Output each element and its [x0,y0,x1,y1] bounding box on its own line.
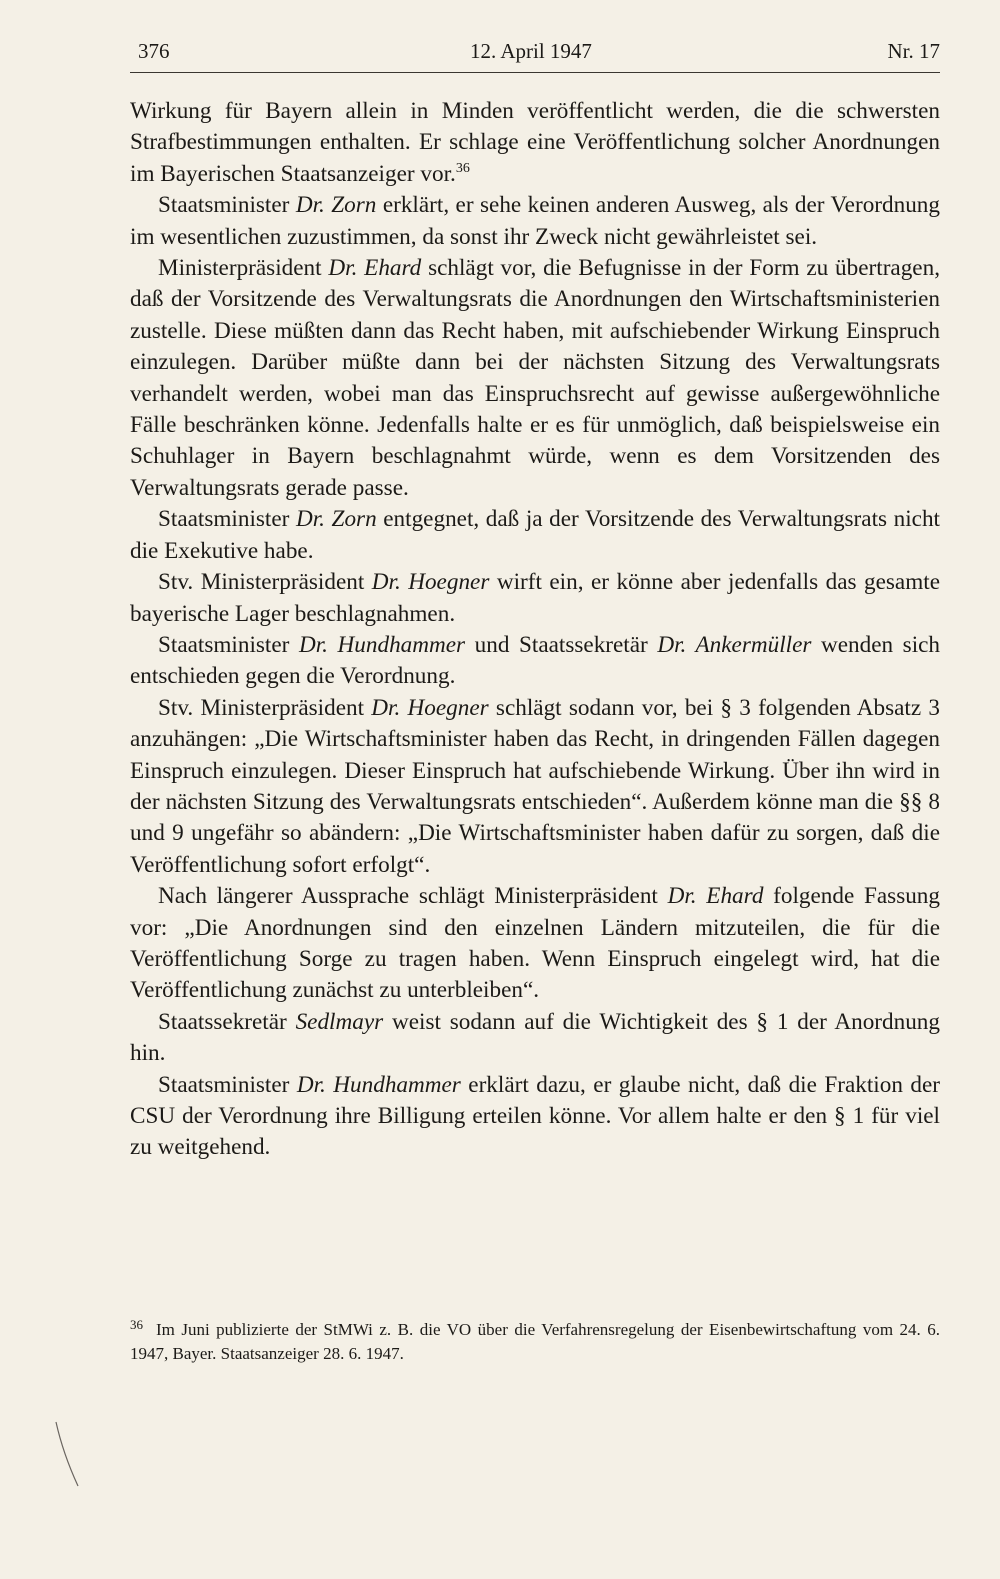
person-name: Dr. Ehard [328,255,422,282]
text-run: schlägt sodann vor, bei § 3 folgenden Absatz 3 anzuhängen: „Die Wirtschaftsminister haben das Recht, in dringenden Fällen dagegen Einspruch einzulegen. Dieser Einspruch hat aufschiebende Wirkung. Über ihn wird in der nächsten Sitzung des Verwaltungsrats entschieden“. Außerdem könne man die §§ 8 und 9 ungefähr so abändern: „Die Wirtschaftsminister haben dafür zu sorgen, daß die Veröffentlichung sofort erfolgt“. [130,694,940,878]
pencil-mark [52,1420,92,1490]
text-run: wenden sich entschieden gegen die Verordnung. [130,631,941,690]
footnote-reference: 36 [455,160,470,176]
text-run: erklärt, er sehe keinen anderen Ausweg, als der Verordnung im wesentlichen zuzustimmen, da sonst ihr Zweck nicht gewährleistet sei. [130,192,940,250]
person-name: Dr. Hundhammer [296,1071,461,1098]
person-name: Dr. Hoegner [371,694,489,721]
paragraph [130,96,940,190]
body-text [130,96,940,1164]
footnote-text: Im Juni publizierte der StMWi z. B. die VO über die Verfahrensregelung der Eisenbewirtschaftung vom 24. 6. 1947, Bayer. Staatsanzeiger 28. 6. 1947. [130,1320,940,1363]
paragraph [130,190,940,253]
text-run: Stv. Ministerpräsident [158,569,372,596]
issue-number: Nr. 17 [887,39,940,63]
text-run: Staatsminister [158,631,299,658]
person-name: Dr. Ankermüller [657,631,812,658]
person-name: Dr. Zorn [295,192,377,219]
text-run: Staatsminister [158,506,296,533]
footnote: 36 Im Juni publizierte der StMWi z. B. die VO über die Verfahrensregelung der Eisenbewirtschaftung vom 24. 6. 1947, Bayer. Staatsanzeiger 28. 6. 1947. [130,1317,940,1363]
text-run: Wirkung für Bayern allein in Minden veröffentlicht werden, die die schwersten Strafbestimmungen enthalten. Er schlage eine Veröffentlichung solcher Anordnungen im Bayerischen Staatsanzeiger vor. [130,98,940,187]
text-run: wirft ein, er könne aber jedenfalls das gesamte bayerische Lager beschlagnahmen. [130,569,940,627]
page-number: 376 [138,39,170,63]
paragraph [130,567,940,630]
text-run: und Staatssekretär [465,631,658,658]
paragraph [130,630,940,693]
paragraph [130,504,940,567]
text-run: Staatssekretär [158,1008,296,1035]
paragraph [130,881,940,1007]
text-run: Staatsminister [158,1071,297,1098]
page-date: 12. April 1947 [470,39,592,63]
text-run: erklärt dazu, er glaube nicht, daß die Fraktion der CSU der Verordnung ihre Billigung erteilen könne. Vor allem halte er den § 1 für viel zu weitgehend. [130,1071,940,1161]
text-run: folgende Fassung vor: „Die Anordnungen sind den einzelnen Ländern mitzuteilen, die für die Veröffentlichung Sorge zu tragen haben. Wenn Einspruch eingelegt wird, hat die Veröffentlichung zunächst zu unterbleiben“. [130,883,940,1004]
person-name: Dr. Ehard [667,883,764,910]
text-run: Staatsminister [158,192,296,219]
text-run: Stv. Ministerpräsident [158,694,372,721]
page-header [130,38,940,73]
text-run: entgegnet, daß ja der Vorsitzende des Verwaltungsrats nicht die Exekutive habe. [130,506,940,564]
paragraph [130,1070,940,1164]
text-run: Nach längerer Aussprache schlägt Ministerpräsident [158,883,668,910]
paragraph [130,693,940,881]
text-run: schlägt vor, die Befugnisse in der Form zu übertragen, daß der Vorsitzende des Verwaltungsrats die Anordnungen den Wirtschaftsministerien zustelle. Diese müßten dann das Recht haben, mit aufschiebender Wirkung Einspruch einzulegen. Darüber müßte dann bei der nächsten Sitzung des Verwaltungsrats verhandelt werden, wobei man das Einspruchsrecht auf gewisse außergewöhnliche Fälle beschränken könne. Jedenfalls halte er es für unmöglich, daß beispielsweise ein Schuhlager in Bayern beschlagnahmt würde, wenn es dem Vorsitzenden des Verwaltungsrats gerade passe. [130,255,940,501]
person-name: Dr. Hundhammer [298,631,466,658]
person-name: Dr. Hoegner [371,569,490,596]
text-run: Ministerpräsident [158,255,329,282]
paragraph [130,253,940,504]
person-name: Sedlmayr [295,1008,384,1035]
paragraph [130,1007,940,1070]
person-name: Dr. Zorn [295,506,377,533]
text-run: weist sodann auf die Wichtigkeit des § 1 der Anordnung hin. [130,1008,940,1067]
